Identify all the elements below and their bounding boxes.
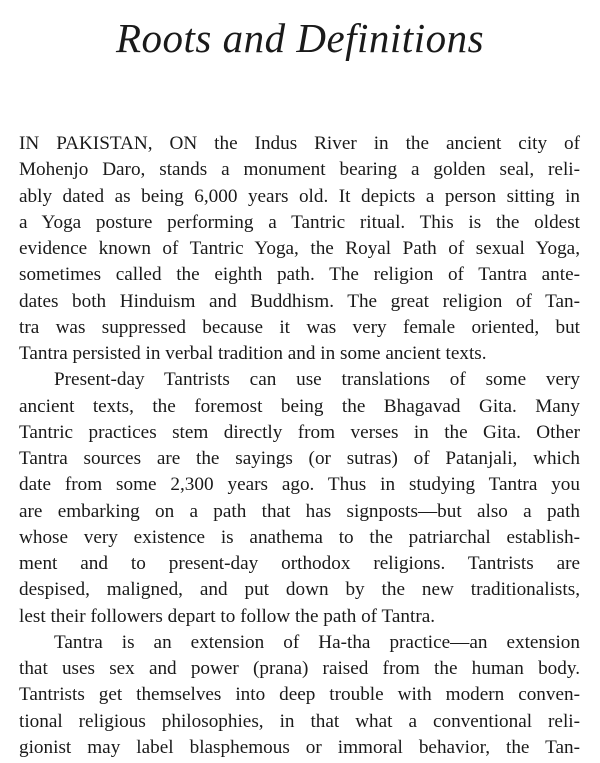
- text-line: gionist may label blasphemous or immoral behavior, the Tan-: [19, 737, 580, 758]
- text-line: Present-day Tantrists can use translations of some very: [54, 369, 580, 391]
- text-line: a Yoga posture performing a Tantric ritual. This is the oldest: [19, 211, 580, 233]
- text-line: ably dated as being 6,000 years old. It depicts a person sitting in: [19, 185, 580, 207]
- text-line: IN PAKISTAN, ON the Indus River in the ancient city of: [19, 133, 580, 154]
- text-line: that uses sex and power (prana) raised from the human body.: [19, 658, 580, 680]
- text-line: Tantra persisted in verbal tradition and in some ancient texts.: [19, 343, 487, 365]
- text-line: Tantrists get themselves into deep trouble with modern conven-: [19, 684, 580, 706]
- text-line: tional religious philosophies, in that what a conventional reli-: [19, 710, 580, 732]
- chapter-title: Roots and Definitions: [115, 15, 485, 61]
- text-line: ancient texts, the foremost being the Bhagavad Gita. Many: [19, 395, 580, 417]
- text-line: lest their followers depart to follow the path of Tantra.: [19, 605, 436, 627]
- text-line: whose very existence is anathema to the patriarchal establish-: [19, 526, 580, 548]
- text-line: sometimes called the eighth path. The religion of Tantra ante-: [19, 264, 580, 286]
- text-line: dates both Hinduism and Buddhism. The great religion of Tan-: [19, 290, 580, 312]
- text-line: Tantra sources are the sayings (or sutras) of Patanjali, which: [19, 448, 580, 470]
- text-line: Mohenjo Daro, stands a monument bearing a golden seal, reli-: [19, 159, 580, 181]
- text-line: are embarking on a path that has signposts—but also a path: [19, 500, 580, 522]
- text-line: Tantric practices stem directly from verses in the Gita. Other: [19, 421, 580, 443]
- text-line: evidence known of Tantric Yoga, the Royal Path of sexual Yoga,: [19, 238, 580, 260]
- text-line: despised, maligned, and put down by the new traditionalists,: [19, 579, 580, 601]
- text-line: ment and to present-day orthodox religions. Tantrists are: [19, 553, 580, 575]
- text-line: date from some 2,300 years ago. Thus in studying Tantra you: [19, 474, 580, 496]
- text-line: tra was suppressed because it was very female oriented, but: [19, 316, 580, 338]
- text-line: Tantra is an extension of Ha-tha practice—an extension: [54, 631, 580, 653]
